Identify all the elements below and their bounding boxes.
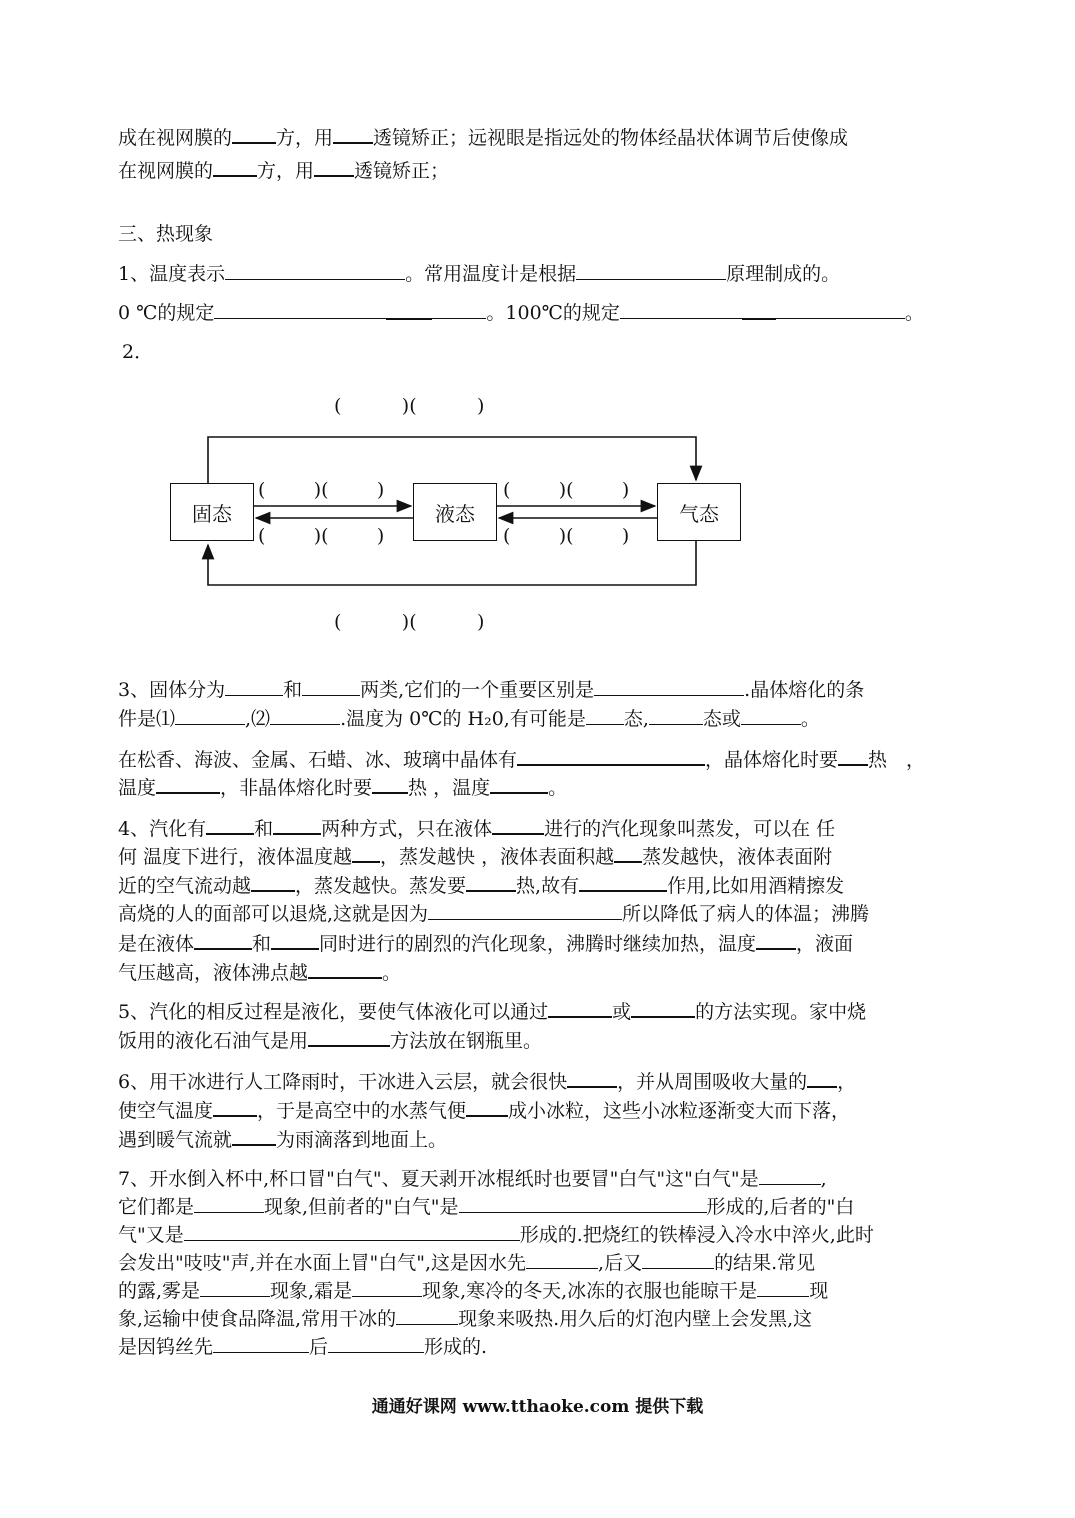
text-segment: 透镜矫正； bbox=[354, 160, 450, 182]
answer-blank[interactable] bbox=[308, 959, 382, 979]
text-segment: 为雨滴落到地面上。 bbox=[276, 1129, 448, 1151]
text-segment: ，蒸发越快 ，液体表面积越 bbox=[380, 846, 615, 868]
answer-blank[interactable] bbox=[548, 998, 612, 1018]
answer-blank[interactable] bbox=[271, 930, 319, 950]
text-segment: , bbox=[820, 1168, 827, 1190]
text-segment: 。 bbox=[904, 302, 924, 324]
text-segment: 后 bbox=[309, 1336, 329, 1358]
text-segment: 6、用干冰进行人工降雨时，干冰进入云层，就会很快 bbox=[118, 1071, 568, 1093]
answer-blank[interactable] bbox=[273, 815, 321, 835]
text-segment: 会发出"吱吱"声,并在水面上冒"白气",这是因水先 bbox=[118, 1252, 527, 1274]
text-segment: 或 bbox=[612, 1001, 632, 1023]
answer-blank[interactable] bbox=[396, 1306, 458, 1325]
text-segment: 和 bbox=[254, 818, 274, 840]
question-6-line bbox=[118, 1097, 850, 1123]
answer-parentheses[interactable]: ( )( ) bbox=[334, 611, 485, 633]
answer-blank[interactable] bbox=[328, 1334, 424, 1353]
section-heading: 三、热现象 bbox=[118, 223, 214, 245]
text-segment: 现象,霜是 bbox=[270, 1280, 353, 1302]
text-segment: ， bbox=[837, 1071, 857, 1093]
text-segment: 热 ，温度 bbox=[408, 777, 491, 799]
question-7-line bbox=[118, 1306, 812, 1331]
text-segment: 是在液体 bbox=[118, 933, 195, 955]
answer-blank[interactable] bbox=[466, 872, 516, 892]
deposition-arrow bbox=[208, 541, 696, 585]
text-segment: 5、汽化的相反过程是液化，要使气体液化可以通过 bbox=[118, 1001, 549, 1023]
answer-blank[interactable] bbox=[352, 1278, 422, 1297]
text-segment: 气压越高，液体沸点越 bbox=[118, 962, 309, 984]
answer-parentheses[interactable]: ( )( ) bbox=[258, 479, 385, 501]
answer-blank[interactable] bbox=[459, 1194, 707, 1213]
text-segment: 进行的汽化现象叫蒸发，可以在 任 bbox=[544, 818, 836, 840]
question-4-line bbox=[118, 872, 844, 898]
text-segment: .晶体熔化的条 bbox=[744, 679, 865, 701]
answer-blank[interactable] bbox=[270, 706, 340, 725]
answer-blank[interactable] bbox=[517, 746, 705, 766]
text-segment: 1、温度表示 bbox=[118, 263, 226, 285]
answer-blank[interactable] bbox=[251, 872, 295, 892]
text-segment: 使空气温度 bbox=[118, 1100, 214, 1122]
answer-blank[interactable] bbox=[642, 1250, 714, 1269]
text-segment: ，晶体熔化时要 bbox=[705, 749, 839, 771]
text-segment: ，液面 bbox=[796, 933, 854, 955]
state-change-diagram bbox=[0, 0, 1075, 700]
answer-blank[interactable] bbox=[649, 706, 703, 725]
question-4-line bbox=[118, 959, 401, 985]
liquid-state-box: 液态 bbox=[413, 483, 497, 541]
text-segment: 蒸发越快，液体表面附 bbox=[642, 846, 833, 868]
answer-blank[interactable] bbox=[213, 1334, 309, 1353]
question-7-line bbox=[118, 1222, 874, 1247]
answer-blank[interactable] bbox=[184, 1222, 520, 1241]
question-7-line bbox=[118, 1334, 487, 1359]
text-segment: ,后又 bbox=[598, 1252, 643, 1274]
answer-blank[interactable] bbox=[526, 1250, 598, 1269]
text-segment: 温度 bbox=[118, 777, 157, 799]
answer-blank[interactable] bbox=[200, 1278, 270, 1297]
text-segment: 的方法实现。家中烧 bbox=[695, 1001, 867, 1023]
page-footer: 通通好课网 www.tthaoke.com 提供下载 bbox=[371, 1397, 704, 1417]
question-7-line bbox=[118, 1278, 828, 1303]
text-segment: 是因钨丝先 bbox=[118, 1336, 214, 1358]
answer-parentheses[interactable]: ( )( ) bbox=[503, 525, 630, 547]
text-segment: 近的空气流动越 bbox=[118, 875, 252, 897]
answer-blank[interactable] bbox=[631, 998, 695, 1018]
text-segment: 两类,它们的一个重要区别是 bbox=[360, 679, 595, 701]
answer-blank[interactable] bbox=[594, 677, 744, 696]
question-5-line bbox=[118, 998, 866, 1024]
question-7-line bbox=[118, 1194, 854, 1219]
question-7-line bbox=[118, 1166, 827, 1191]
text-segment: 饭用的液化石油气是用 bbox=[118, 1030, 309, 1052]
text-segment: 现 bbox=[809, 1280, 829, 1302]
text-segment: 件是⑴ bbox=[118, 708, 176, 730]
answer-blank[interactable] bbox=[194, 930, 252, 950]
question-6-line bbox=[118, 1068, 856, 1094]
text-segment: 成在视网膜的 bbox=[118, 127, 233, 149]
text-segment: 原理制成的。 bbox=[726, 263, 841, 285]
text-segment: 作用,比如用酒精擦发 bbox=[667, 875, 845, 897]
answer-blank[interactable] bbox=[838, 746, 868, 766]
text-segment: 成小冰粒，这些小冰粒逐渐变大而下落， bbox=[508, 1100, 851, 1122]
question-6-line bbox=[118, 1126, 447, 1152]
text-segment: 7、开水倒入杯中,杯口冒"白气"、夏天剥开冰棍纸时也要冒"白气"这"白气"是 bbox=[118, 1168, 759, 1190]
text-segment: 方法放在钢瓶里。 bbox=[390, 1030, 543, 1052]
answer-blank[interactable] bbox=[807, 1068, 837, 1088]
text-segment: 现象来吸热.用久后的灯泡内壁上会发黑,这 bbox=[458, 1308, 813, 1330]
answer-blank[interactable] bbox=[225, 677, 283, 696]
text-segment: 所以降低了病人的体温；沸腾 bbox=[622, 903, 870, 925]
text-segment: 。 bbox=[800, 708, 820, 730]
answer-blank[interactable] bbox=[567, 1068, 617, 1088]
sublimation-arrow bbox=[208, 437, 696, 483]
gas-state-box: 气态 bbox=[657, 483, 741, 541]
answer-blank[interactable] bbox=[206, 815, 254, 835]
question-3-line bbox=[118, 706, 820, 731]
text-segment: 和 bbox=[283, 679, 303, 701]
answer-blank[interactable] bbox=[490, 774, 548, 794]
question-4-line bbox=[118, 901, 869, 926]
text-segment: 气"又是 bbox=[118, 1224, 184, 1246]
text-segment: 。 bbox=[548, 777, 568, 799]
text-segment: 形成的,后者的"白 bbox=[706, 1196, 855, 1218]
answer-blank[interactable] bbox=[213, 1097, 257, 1117]
text-segment: 的露,雾是 bbox=[118, 1280, 201, 1302]
answer-blank[interactable] bbox=[194, 1194, 264, 1213]
text-segment: 和 bbox=[252, 933, 272, 955]
text-segment: 。常用温度计是根据 bbox=[405, 263, 577, 285]
answer-blank[interactable] bbox=[614, 843, 642, 863]
answer-blank[interactable] bbox=[428, 901, 622, 920]
text-segment: 4、汽化有 bbox=[118, 818, 207, 840]
question-3-line bbox=[118, 746, 925, 772]
text-segment: 它们都是 bbox=[118, 1196, 195, 1218]
text-segment: 遇到暖气流就 bbox=[118, 1129, 233, 1151]
text-segment: 0 ℃的规定 bbox=[118, 302, 215, 324]
solid-state-box: 固态 bbox=[170, 483, 254, 541]
question-3-line bbox=[118, 774, 567, 800]
text-segment: 态, bbox=[623, 708, 649, 730]
answer-blank[interactable] bbox=[232, 1126, 276, 1146]
answer-blank[interactable] bbox=[579, 872, 667, 892]
text-segment: 透镜矫正；远视眼是指远处的物体经晶状体调节后使像成 bbox=[373, 127, 849, 149]
text-segment: ,⑵ bbox=[245, 708, 271, 730]
text-segment: 何 温度下进行，液体温度越 bbox=[118, 846, 353, 868]
text-segment: 态或 bbox=[702, 708, 741, 730]
answer-parentheses[interactable]: ( )( ) bbox=[334, 395, 485, 417]
text-segment: 在松香、海波、金属、石蜡、冰、玻璃中晶体有 bbox=[118, 749, 518, 771]
answer-parentheses[interactable]: ( )( ) bbox=[258, 525, 385, 547]
question-2-label: 2． bbox=[122, 341, 154, 363]
answer-blank[interactable] bbox=[372, 774, 408, 794]
text-segment: 。 bbox=[382, 962, 402, 984]
answer-blank[interactable] bbox=[352, 843, 380, 863]
text-segment: 现象,但前者的"白气"是 bbox=[264, 1196, 459, 1218]
text-segment: 热 ， bbox=[868, 749, 926, 771]
answer-blank[interactable] bbox=[759, 1166, 821, 1185]
text-segment: .温度为 0℃的 H₂0,有可能是 bbox=[340, 708, 586, 730]
question-4-line bbox=[118, 843, 832, 869]
question-7-line bbox=[118, 1250, 815, 1275]
text-segment: 形成的.把烧红的铁棒浸入冷水中淬火,此时 bbox=[519, 1224, 874, 1246]
text-segment: 的结果.常见 bbox=[714, 1252, 816, 1274]
text-segment: ，于是高空中的水蒸气便 bbox=[257, 1100, 467, 1122]
question-4-line bbox=[118, 815, 835, 841]
answer-blank[interactable] bbox=[308, 1027, 390, 1047]
text-segment: 3、固体分为 bbox=[118, 679, 226, 701]
text-segment: 方，用 bbox=[257, 160, 315, 182]
question-4-line bbox=[118, 930, 853, 956]
text-segment: 方，用 bbox=[276, 127, 334, 149]
answer-blank[interactable] bbox=[466, 1097, 508, 1117]
text-segment: ，蒸发越快。蒸发要 bbox=[295, 875, 467, 897]
answer-blank[interactable] bbox=[586, 706, 624, 725]
answer-blank[interactable] bbox=[741, 706, 801, 725]
text-segment: 同时进行的剧烈的汽化现象，沸腾时继续加热，温度 bbox=[319, 933, 757, 955]
text-segment: 形成的. bbox=[424, 1336, 488, 1358]
text-segment: 在视网膜的 bbox=[118, 160, 214, 182]
answer-blank[interactable] bbox=[757, 1278, 809, 1297]
text-segment: 热,故有 bbox=[516, 875, 580, 897]
question-5-line bbox=[118, 1027, 542, 1053]
answer-parentheses[interactable]: ( )( ) bbox=[503, 479, 630, 501]
text-segment: 现象,寒冷的冬天,冰冻的衣服也能晾干是 bbox=[422, 1280, 758, 1302]
text-segment: 。100℃的规定 bbox=[486, 302, 620, 324]
answer-blank[interactable] bbox=[156, 774, 220, 794]
answer-blank[interactable] bbox=[175, 706, 245, 725]
text-segment: 两种方式，只在液体 bbox=[321, 818, 493, 840]
answer-blank[interactable] bbox=[756, 930, 796, 950]
text-segment: ，并从周围吸收大量的 bbox=[617, 1071, 808, 1093]
text-segment: 高烧的人的面部可以退烧,这就是因为 bbox=[118, 903, 429, 925]
text-segment: 象,运输中使食品降温,常用干冰的 bbox=[118, 1308, 397, 1330]
answer-blank[interactable] bbox=[302, 677, 360, 696]
question-3-line bbox=[118, 677, 864, 702]
answer-blank[interactable] bbox=[492, 815, 544, 835]
text-segment: ，非晶体熔化时要 bbox=[220, 777, 373, 799]
